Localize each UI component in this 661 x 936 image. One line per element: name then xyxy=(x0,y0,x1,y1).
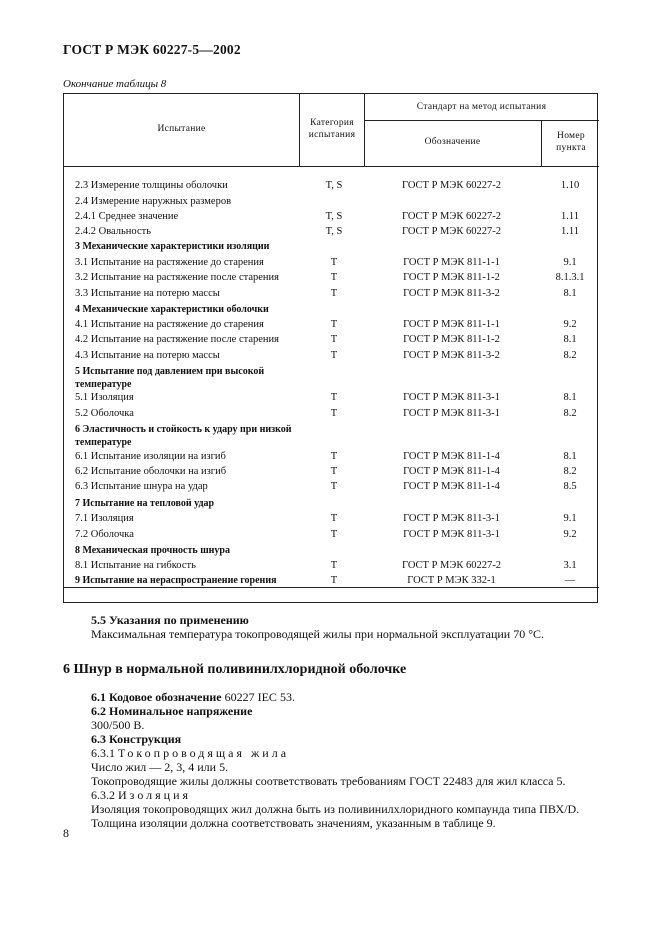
category-cell: T xyxy=(330,466,338,477)
section-5-5-text: Максимальная температура токопроводящей жилы при нормальной эксплуатации 70 °С. xyxy=(91,627,545,641)
test-cell: 8.1 Испытание на гибкость xyxy=(75,560,196,571)
category-cell: T xyxy=(330,408,338,419)
row-divider xyxy=(364,120,599,121)
test-cell: 2.4.2 Овальность xyxy=(75,226,151,237)
table-row xyxy=(64,178,599,193)
code-line xyxy=(63,690,603,704)
category-cell: T xyxy=(330,257,338,268)
designation-cell: ГОСТ Р МЭК 811-1-1 xyxy=(403,319,500,330)
item-cell: 8.1 xyxy=(563,392,577,403)
insulation-line xyxy=(63,788,603,802)
test-cell: 2.4 Измерение наружных размеров xyxy=(75,196,232,207)
item-cell: 9.2 xyxy=(563,529,577,540)
designation-cell: ГОСТ Р МЭК 811-1-2 xyxy=(403,334,500,345)
table-section-row xyxy=(64,239,599,254)
table-row xyxy=(64,464,599,479)
designation-cell: ГОСТ Р МЭК 60227-2 xyxy=(402,180,501,191)
conductor-num: 6.3.1 xyxy=(91,746,118,760)
category-cell: T xyxy=(330,319,338,330)
header-test: Испытание xyxy=(157,124,206,134)
test-cell: 6.3 Испытание шнура на удар xyxy=(75,481,208,492)
cores-requirement: Токопроводящие жилы должны соответствовать требованиям ГОСТ 22483 для жил класса 5. xyxy=(91,774,566,788)
item-cell: 8.2 xyxy=(563,350,577,361)
designation-cell: ГОСТ Р МЭК 811-3-1 xyxy=(403,392,500,403)
construction-label: 6.3 Конструкция xyxy=(91,732,182,746)
category-cell: T, S xyxy=(325,211,343,222)
test-table xyxy=(63,93,598,603)
section-6-body xyxy=(63,690,603,830)
table-row xyxy=(64,348,599,363)
test-cell: 3.1 Испытание на растяжение до старения xyxy=(75,257,264,268)
item-cell: 9.1 xyxy=(563,513,577,524)
section-heading: 3 Механические характеристики изоляции xyxy=(75,241,270,252)
designation-cell: ГОСТ Р МЭК 811-1-4 xyxy=(403,451,500,462)
table-section-row xyxy=(64,496,599,511)
designation-cell: ГОСТ Р МЭК 811-1-4 xyxy=(403,466,500,477)
test-cell: 2.4.1 Среднее значение xyxy=(75,211,179,222)
item-cell: 8.2 xyxy=(563,466,577,477)
table-row xyxy=(64,224,599,239)
item-cell: 3.1 xyxy=(563,560,577,571)
designation-cell: ГОСТ Р МЭК 811-1-4 xyxy=(403,481,500,492)
category-cell: T xyxy=(330,575,338,586)
insulation-text: Изоляция токопроводящих жил должна быть из поливинилхлоридного компаунда типа ПВХ/D. xyxy=(91,802,580,816)
header-item-no: Номер пункта xyxy=(556,131,586,153)
item-cell: 1.10 xyxy=(560,180,580,191)
item-cell: 8.1 xyxy=(563,288,577,299)
category-cell: T xyxy=(330,560,338,571)
table-caption: Окончание таблицы 8 xyxy=(63,78,167,90)
test-cell: 5.1 Изоляция xyxy=(75,392,134,403)
category-cell: T xyxy=(330,350,338,361)
section-6-heading: 6 Шнур в нормальной поливинилхлоридной оболочке xyxy=(63,662,407,677)
designation-cell: ГОСТ Р МЭК 811-1-1 xyxy=(403,257,500,268)
item-cell: 9.1 xyxy=(563,257,577,268)
test-cell: 6.1 Испытание изоляции на изгиб xyxy=(75,451,226,462)
designation-cell: ГОСТ Р МЭК 811-3-1 xyxy=(403,513,500,524)
table-row xyxy=(64,317,599,332)
voltage-value: 300/500 В. xyxy=(91,718,145,732)
category-cell: T, S xyxy=(325,226,343,237)
table-section-row xyxy=(64,423,599,451)
item-cell: 8.1 xyxy=(563,451,577,462)
table-section-row xyxy=(64,365,599,393)
test-cell: 4.2 Испытание на растяжение после старения xyxy=(75,334,279,345)
table-row xyxy=(64,390,599,405)
table-row xyxy=(64,255,599,270)
designation-cell: ГОСТ Р МЭК 60227-2 xyxy=(402,560,501,571)
item-cell: — xyxy=(564,575,576,586)
designation-cell: ГОСТ Р МЭК 811-1-2 xyxy=(403,272,500,283)
insulation-label: Изоляция xyxy=(118,788,192,802)
header-standard: Стандарт на метод испытания xyxy=(416,102,547,112)
table-section-row xyxy=(64,543,599,558)
header-category: Категория испытания xyxy=(308,118,356,140)
test-cell: 2.3 Измерение толщины оболочки xyxy=(75,180,228,191)
test-cell: 3.3 Испытание на потерю массы xyxy=(75,288,220,299)
test-cell: 4.3 Испытание на потерю массы xyxy=(75,350,220,361)
table-row xyxy=(64,479,599,494)
designation-cell: ГОСТ Р МЭК 332-1 xyxy=(407,575,496,586)
category-cell: T xyxy=(330,334,338,345)
category-cell: T xyxy=(330,392,338,403)
category-cell: T xyxy=(330,513,338,524)
section-heading: 4 Механические характеристики оболочки xyxy=(75,304,269,315)
code-label: 6.1 Кодовое обозначение xyxy=(91,690,222,704)
section-heading: 8 Механическая прочность шнура xyxy=(75,545,230,556)
table-row xyxy=(64,209,599,224)
designation-cell: ГОСТ Р МЭК 811-3-1 xyxy=(403,529,500,540)
section-5-5-heading: 5.5 Указания по применению xyxy=(91,613,249,627)
table-row xyxy=(64,511,599,526)
section-heading: 5 Испытание под давлением при высокой температуре xyxy=(75,366,265,390)
item-cell: 1.11 xyxy=(561,211,579,222)
table-row xyxy=(64,573,599,588)
table-row xyxy=(64,558,599,573)
conductor-line xyxy=(63,746,603,760)
page-number: 8 xyxy=(63,826,69,840)
table-row xyxy=(64,286,599,301)
category-cell: T xyxy=(330,288,338,299)
table-row xyxy=(64,270,599,285)
category-cell: T xyxy=(330,529,338,540)
category-cell: T xyxy=(330,272,338,283)
test-cell: 3.2 Испытание на растяжение после старения xyxy=(75,272,279,283)
item-cell: 9.2 xyxy=(563,319,577,330)
designation-cell: ГОСТ Р МЭК 811-3-1 xyxy=(403,408,500,419)
item-cell: 8.2 xyxy=(563,408,577,419)
table-section-row xyxy=(64,302,599,317)
thickness-text: Толщина изоляции должна соответствовать значениям, указанным в таблице 9. xyxy=(91,816,496,830)
category-cell: T xyxy=(330,481,338,492)
category-cell: T, S xyxy=(325,180,343,191)
insulation-num: 6.3.2 xyxy=(91,788,118,802)
test-cell: 5.2 Оболочка xyxy=(75,408,134,419)
table-row xyxy=(64,194,599,209)
test-cell: 4.1 Испытание на растяжение до старения xyxy=(75,319,264,330)
category-cell: T xyxy=(330,451,338,462)
section-heading: 7 Испытание на тепловой удар xyxy=(75,498,215,509)
col-divider xyxy=(299,94,300,166)
designation-cell: ГОСТ Р МЭК 60227-2 xyxy=(402,211,501,222)
table-row xyxy=(64,332,599,347)
item-cell: 8.1.3.1 xyxy=(555,272,585,283)
designation-cell: ГОСТ Р МЭК 60227-2 xyxy=(402,226,501,237)
designation-cell: ГОСТ Р МЭК 811-3-2 xyxy=(403,350,500,361)
header-designation: Обозначение xyxy=(424,137,481,147)
table-row xyxy=(64,406,599,421)
item-cell: 1.11 xyxy=(561,226,579,237)
voltage-label: 6.2 Номинальное напряжение xyxy=(91,704,253,718)
table-row xyxy=(64,527,599,542)
section-heading: 6 Эластичность и стойкость к удару при низкой температуре xyxy=(75,424,292,448)
conductor-label: Токопроводящая жила xyxy=(118,746,290,760)
designation-cell: ГОСТ Р МЭК 811-3-2 xyxy=(403,288,500,299)
section-heading: 9 Испытание на нераспространение горения xyxy=(75,575,277,586)
header-divider xyxy=(64,166,599,167)
section-5-5 xyxy=(63,613,603,641)
test-cell: 6.2 Испытание оболочки на изгиб xyxy=(75,466,227,477)
test-cell: 7.2 Оболочка xyxy=(75,529,134,540)
test-cell: 7.1 Изоляция xyxy=(75,513,134,524)
col-divider xyxy=(541,120,542,166)
item-cell: 8.5 xyxy=(563,481,577,492)
item-cell: 8.1 xyxy=(563,334,577,345)
table-row xyxy=(64,449,599,464)
cores-count: Число жил — 2, 3, 4 или 5. xyxy=(91,760,229,774)
document-header: ГОСТ Р МЭК 60227-5—2002 xyxy=(63,42,241,57)
code-value: 60227 IEC 53. xyxy=(221,690,295,704)
